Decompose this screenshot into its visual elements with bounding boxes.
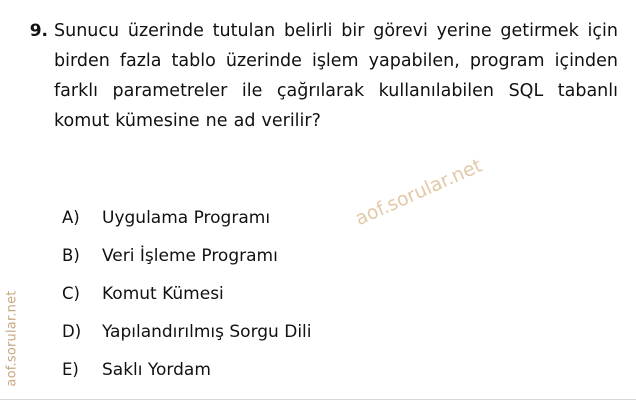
option-d-letter: D) [62, 322, 82, 341]
left-watermark-text: aof.sorular.net [4, 289, 20, 387]
question-number: 9. [29, 21, 48, 41]
option-b-label: Veri İşleme Programı [102, 246, 278, 266]
option-a-letter: A) [62, 208, 80, 227]
options-list [62, 208, 602, 398]
option-d-label: Yapılandırılmış Sorgu Dili [102, 322, 312, 342]
question-block [18, 16, 618, 136]
option-e[interactable] [62, 360, 602, 398]
option-e-label: Saklı Yordam [102, 360, 211, 380]
option-b[interactable] [62, 246, 602, 284]
option-c-letter: C) [62, 284, 80, 303]
option-b-letter: B) [62, 246, 80, 265]
option-c-label: Komut Kümesi [102, 284, 224, 304]
center-watermark-text: aof.sorular.net [352, 154, 486, 231]
option-e-letter: E) [62, 360, 79, 379]
option-a[interactable] [62, 208, 602, 246]
left-watermark [0, 278, 24, 398]
option-c[interactable] [62, 284, 602, 322]
option-d[interactable] [62, 322, 602, 360]
option-a-label: Uygulama Programı [102, 208, 271, 228]
question-text: Sunucu üzerinde tutulan belirli bir görevi yerine getirmek için birden fazla tablo üzerinde işlem yapabilen, program içinden farklı parametreler ile çağrılarak kullanılabilen SQL tabanlı komut kümesine ne ad verilir? [54, 21, 618, 131]
page-bottom-divider [0, 399, 636, 400]
